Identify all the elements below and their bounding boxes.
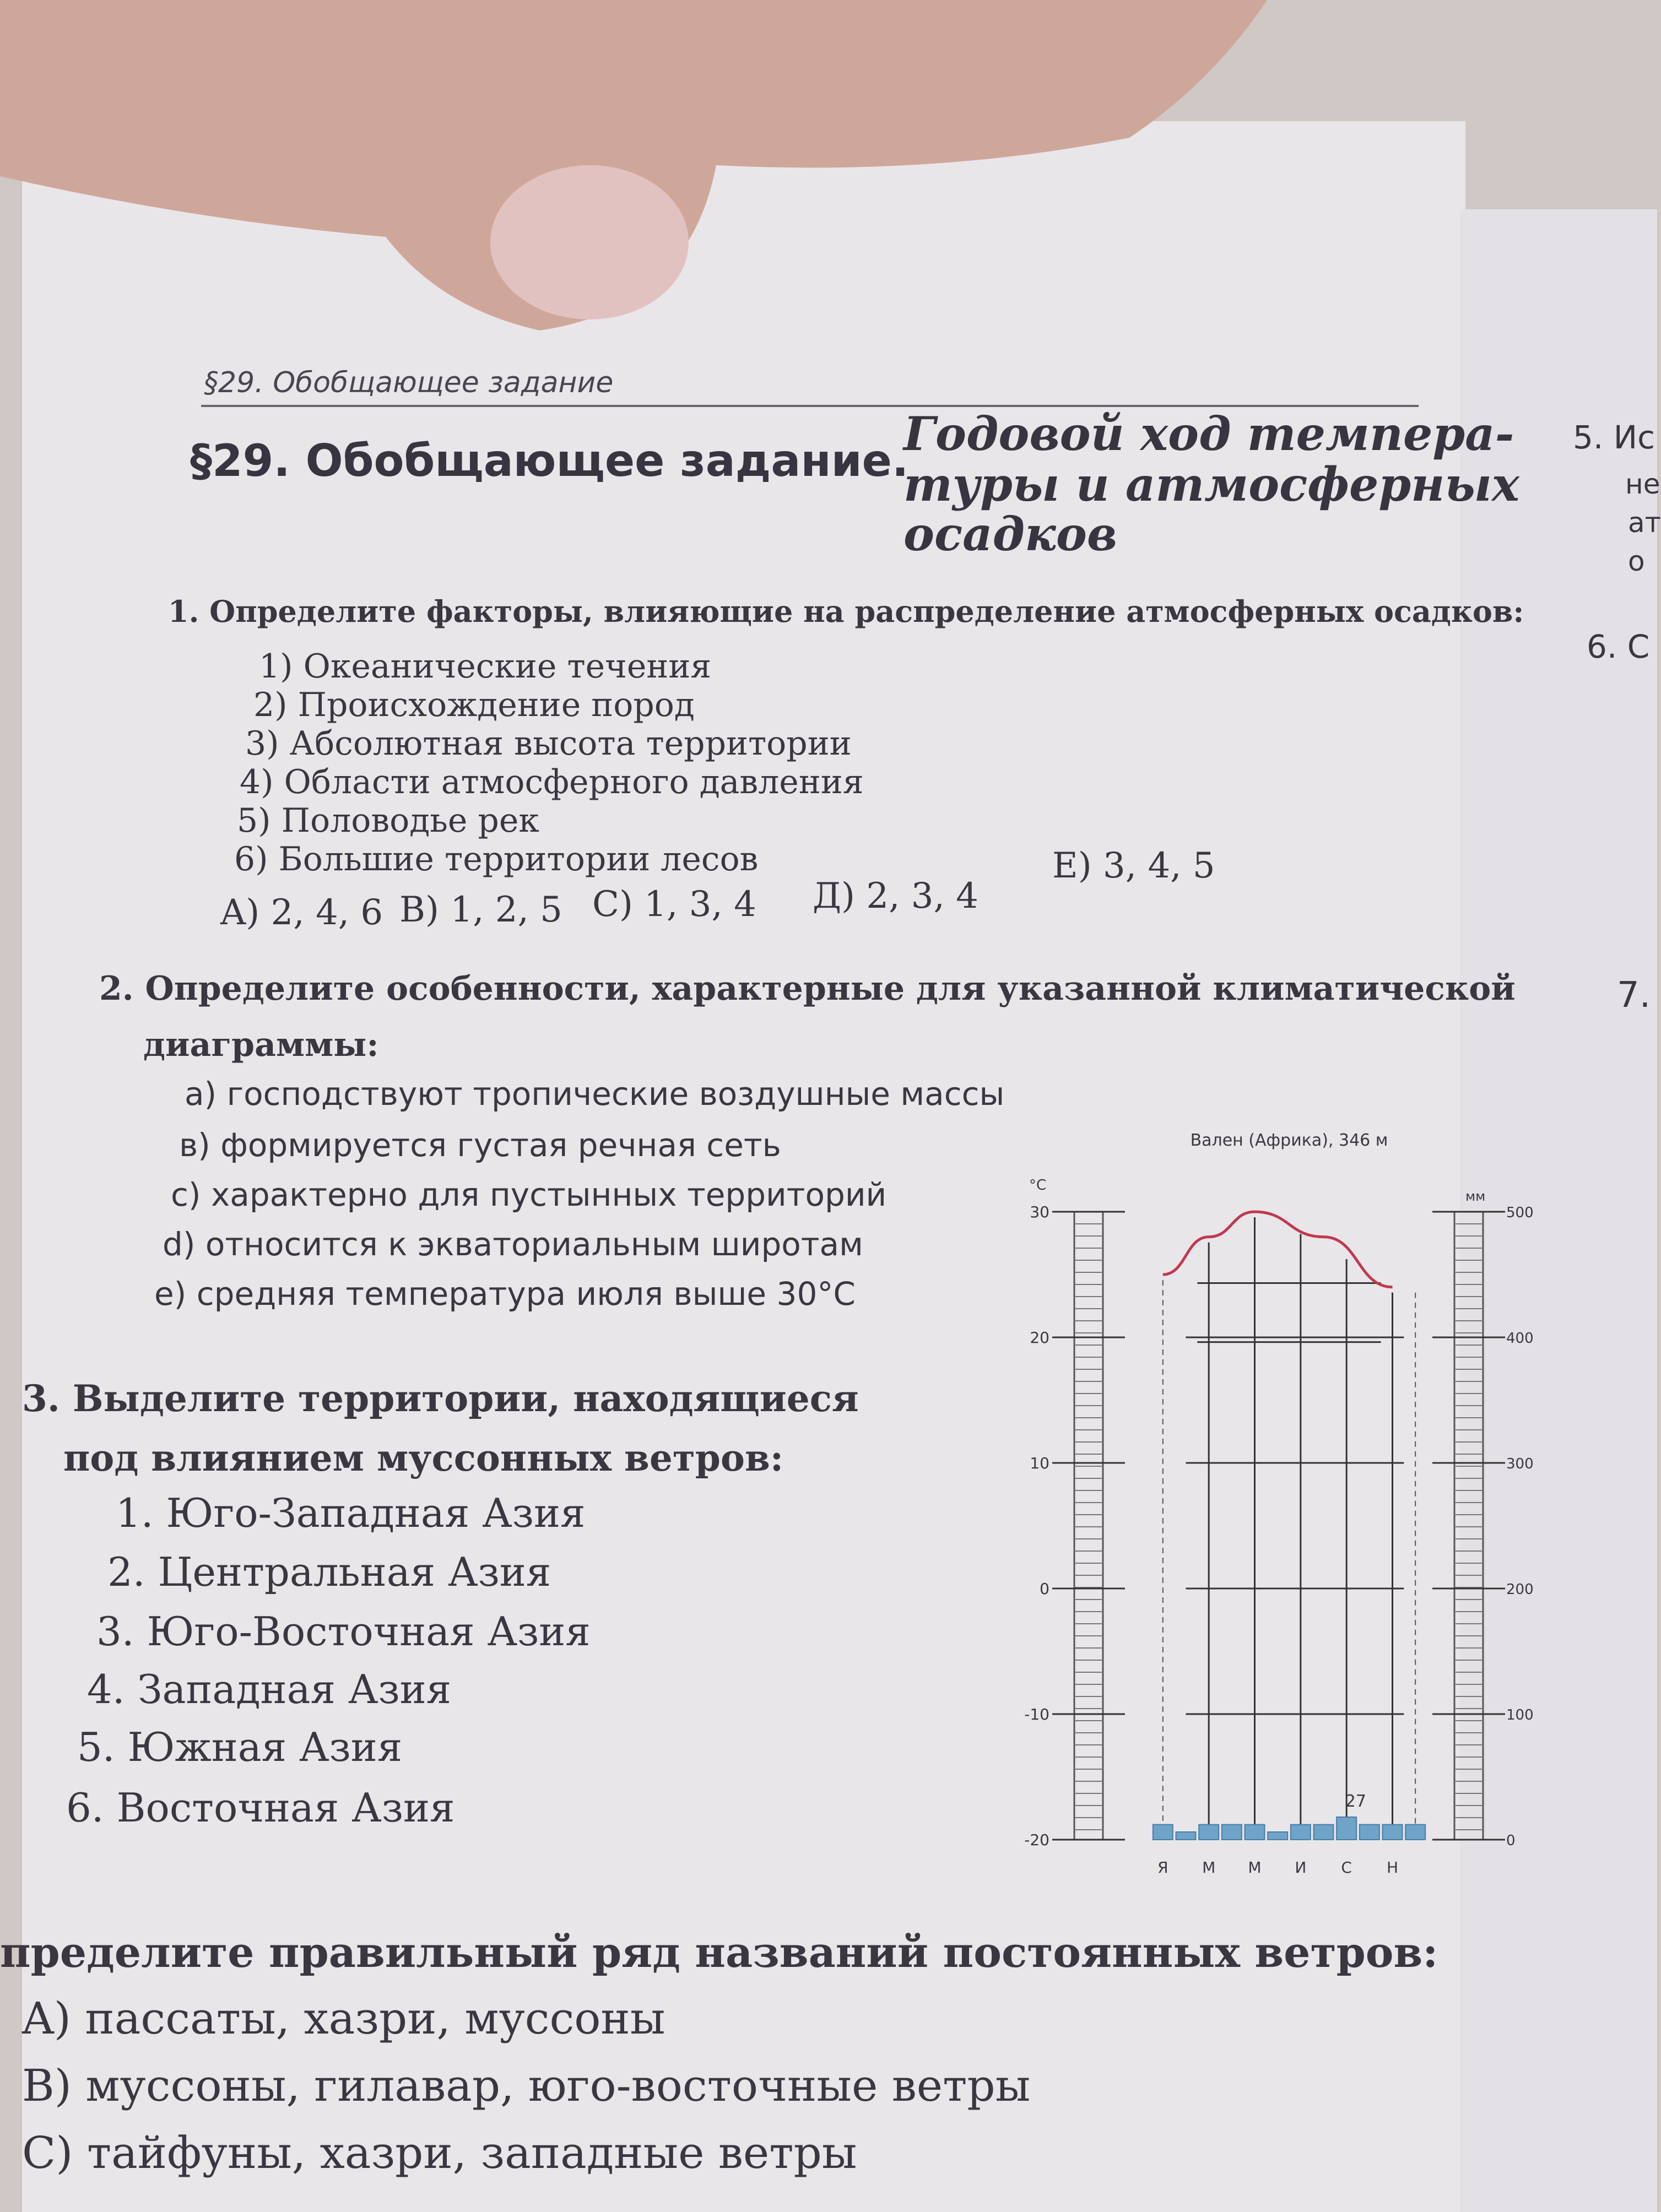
title-line-1: Годовой ход темпера- [903, 406, 1514, 461]
q4-prompt: пределите правильный ряд названий постоянных ветров: [0, 1928, 1438, 1977]
q3-item: 2. Центральная Азия [107, 1549, 551, 1595]
month-label: И [1295, 1858, 1307, 1877]
q1-answer-e: E) 3, 4, 5 [1052, 845, 1215, 886]
q1-item: 5) Половодье рек [237, 801, 539, 840]
q3-item: 3. Юго-Восточная Азия [96, 1608, 591, 1655]
q4-item: B) муссоны, гилавар, юго-восточные ветры [22, 2060, 1031, 2111]
q1-item: 4) Области атмосферного давления [240, 763, 864, 801]
month-label: Н [1386, 1858, 1399, 1877]
precip-tick-label: 500 [1506, 1205, 1534, 1221]
precip-bar [1268, 1832, 1287, 1840]
q2-item: c) характерно для пустынных территорий [171, 1176, 887, 1213]
q3-prompt-line-2: под влиянием муссонных ветров: [63, 1436, 784, 1479]
q3-item: 5. Южная Азия [77, 1724, 403, 1770]
q1-item: 3) Абсолютная высота территории [245, 724, 852, 763]
q2-item: в) формируется густая речная сеть [179, 1126, 781, 1164]
q1-prompt: 1. Определите факторы, влияющие на распределение атмосферных осадков: [168, 594, 1524, 629]
q2-prompt-line-2: диаграммы: [143, 1026, 379, 1064]
title-line-2: туры и атмосферных [903, 457, 1519, 512]
q1-answer-c: C) 1, 3, 4 [592, 884, 756, 925]
temp-tick-label: 20 [1030, 1329, 1049, 1347]
precip-bar [1291, 1825, 1311, 1840]
precip-tick-label: 300 [1506, 1456, 1534, 1472]
precip-tick-label: 200 [1506, 1581, 1534, 1598]
precip-bar [1222, 1825, 1242, 1840]
q3-item: 6. Восточная Азия [66, 1785, 455, 1831]
q1-answer-d: Д) 2, 3, 4 [813, 876, 978, 917]
temp-tick-label: 0 [1040, 1580, 1049, 1598]
right-page-text: 5. Ис [1573, 419, 1655, 456]
q4-item: A) пассаты, хазри, муссоны [22, 1993, 666, 2044]
precip-bar [1405, 1825, 1425, 1840]
q2-item: e) средняя температура июля выше 30°C [154, 1275, 856, 1313]
precip-bar [1245, 1825, 1265, 1840]
q4-item: C) тайфуны, хазри, западные ветры [22, 2127, 857, 2178]
running-header: §29. Обобщающее задание [204, 366, 614, 399]
climate-diagram [1019, 1124, 1559, 1906]
precip-bar [1176, 1832, 1196, 1840]
q2-item: a) господствуют тропические воздушные массы [185, 1075, 1005, 1113]
q3-prompt-line-1: 3. Выделите территории, находящиеся [22, 1377, 859, 1420]
temp-tick-label: 30 [1030, 1203, 1049, 1221]
q1-item: 1) Океанические течения [259, 647, 712, 686]
q2-item: d) относится к экваториальным широтам [163, 1226, 863, 1263]
right-page-text: 6. С [1587, 628, 1650, 665]
month-label: М [1248, 1858, 1262, 1877]
precip-bar [1153, 1825, 1173, 1840]
right-page-text: не [1625, 468, 1660, 500]
q1-answer-a: A) 2, 4, 6 [220, 892, 383, 933]
right-page-text: ат [1628, 507, 1661, 539]
temperature-curve [1163, 1212, 1393, 1287]
title-prefix: §29. Обобщающее задание. [190, 435, 909, 486]
precip-bar [1199, 1825, 1219, 1840]
chart-annotation: 27 [1345, 1792, 1366, 1811]
temp-unit-label: °C [1029, 1177, 1047, 1194]
precip-bar [1314, 1825, 1334, 1840]
precip-tick-label: 400 [1506, 1330, 1534, 1347]
precip-unit-label: мм [1465, 1189, 1486, 1204]
right-page-text: 7. [1617, 975, 1651, 1016]
chart-title: Вален (Африка), 346 м [1190, 1131, 1388, 1150]
month-label: С [1341, 1858, 1352, 1877]
title-line-3: осадков [903, 507, 1118, 561]
q3-item: 1. Юго-Западная Азия [116, 1490, 586, 1536]
precip-tick-label: 0 [1506, 1833, 1516, 1849]
temp-tick-label: 10 [1030, 1454, 1049, 1472]
temp-tick-label: -10 [1024, 1705, 1049, 1723]
q2-prompt-line-1: 2. Определите особенности, характерные для указанной климатической [99, 969, 1516, 1008]
q3-item: 4. Западная Азия [87, 1666, 452, 1712]
precip-bar [1337, 1817, 1356, 1840]
month-label: Я [1157, 1858, 1168, 1877]
q1-answer-b: B) 1, 2, 5 [399, 890, 562, 930]
q1-item: 2) Происхождение пород [253, 686, 695, 724]
right-page-text: о [1628, 545, 1645, 577]
q1-item: 6) Большие территории лесов [234, 840, 759, 879]
month-label: М [1202, 1858, 1216, 1877]
precip-bar [1383, 1825, 1403, 1840]
precip-tick-label: 100 [1506, 1707, 1534, 1723]
finger-image [0, 0, 1657, 353]
precip-bar [1360, 1825, 1379, 1840]
temp-tick-label: -20 [1024, 1831, 1049, 1849]
